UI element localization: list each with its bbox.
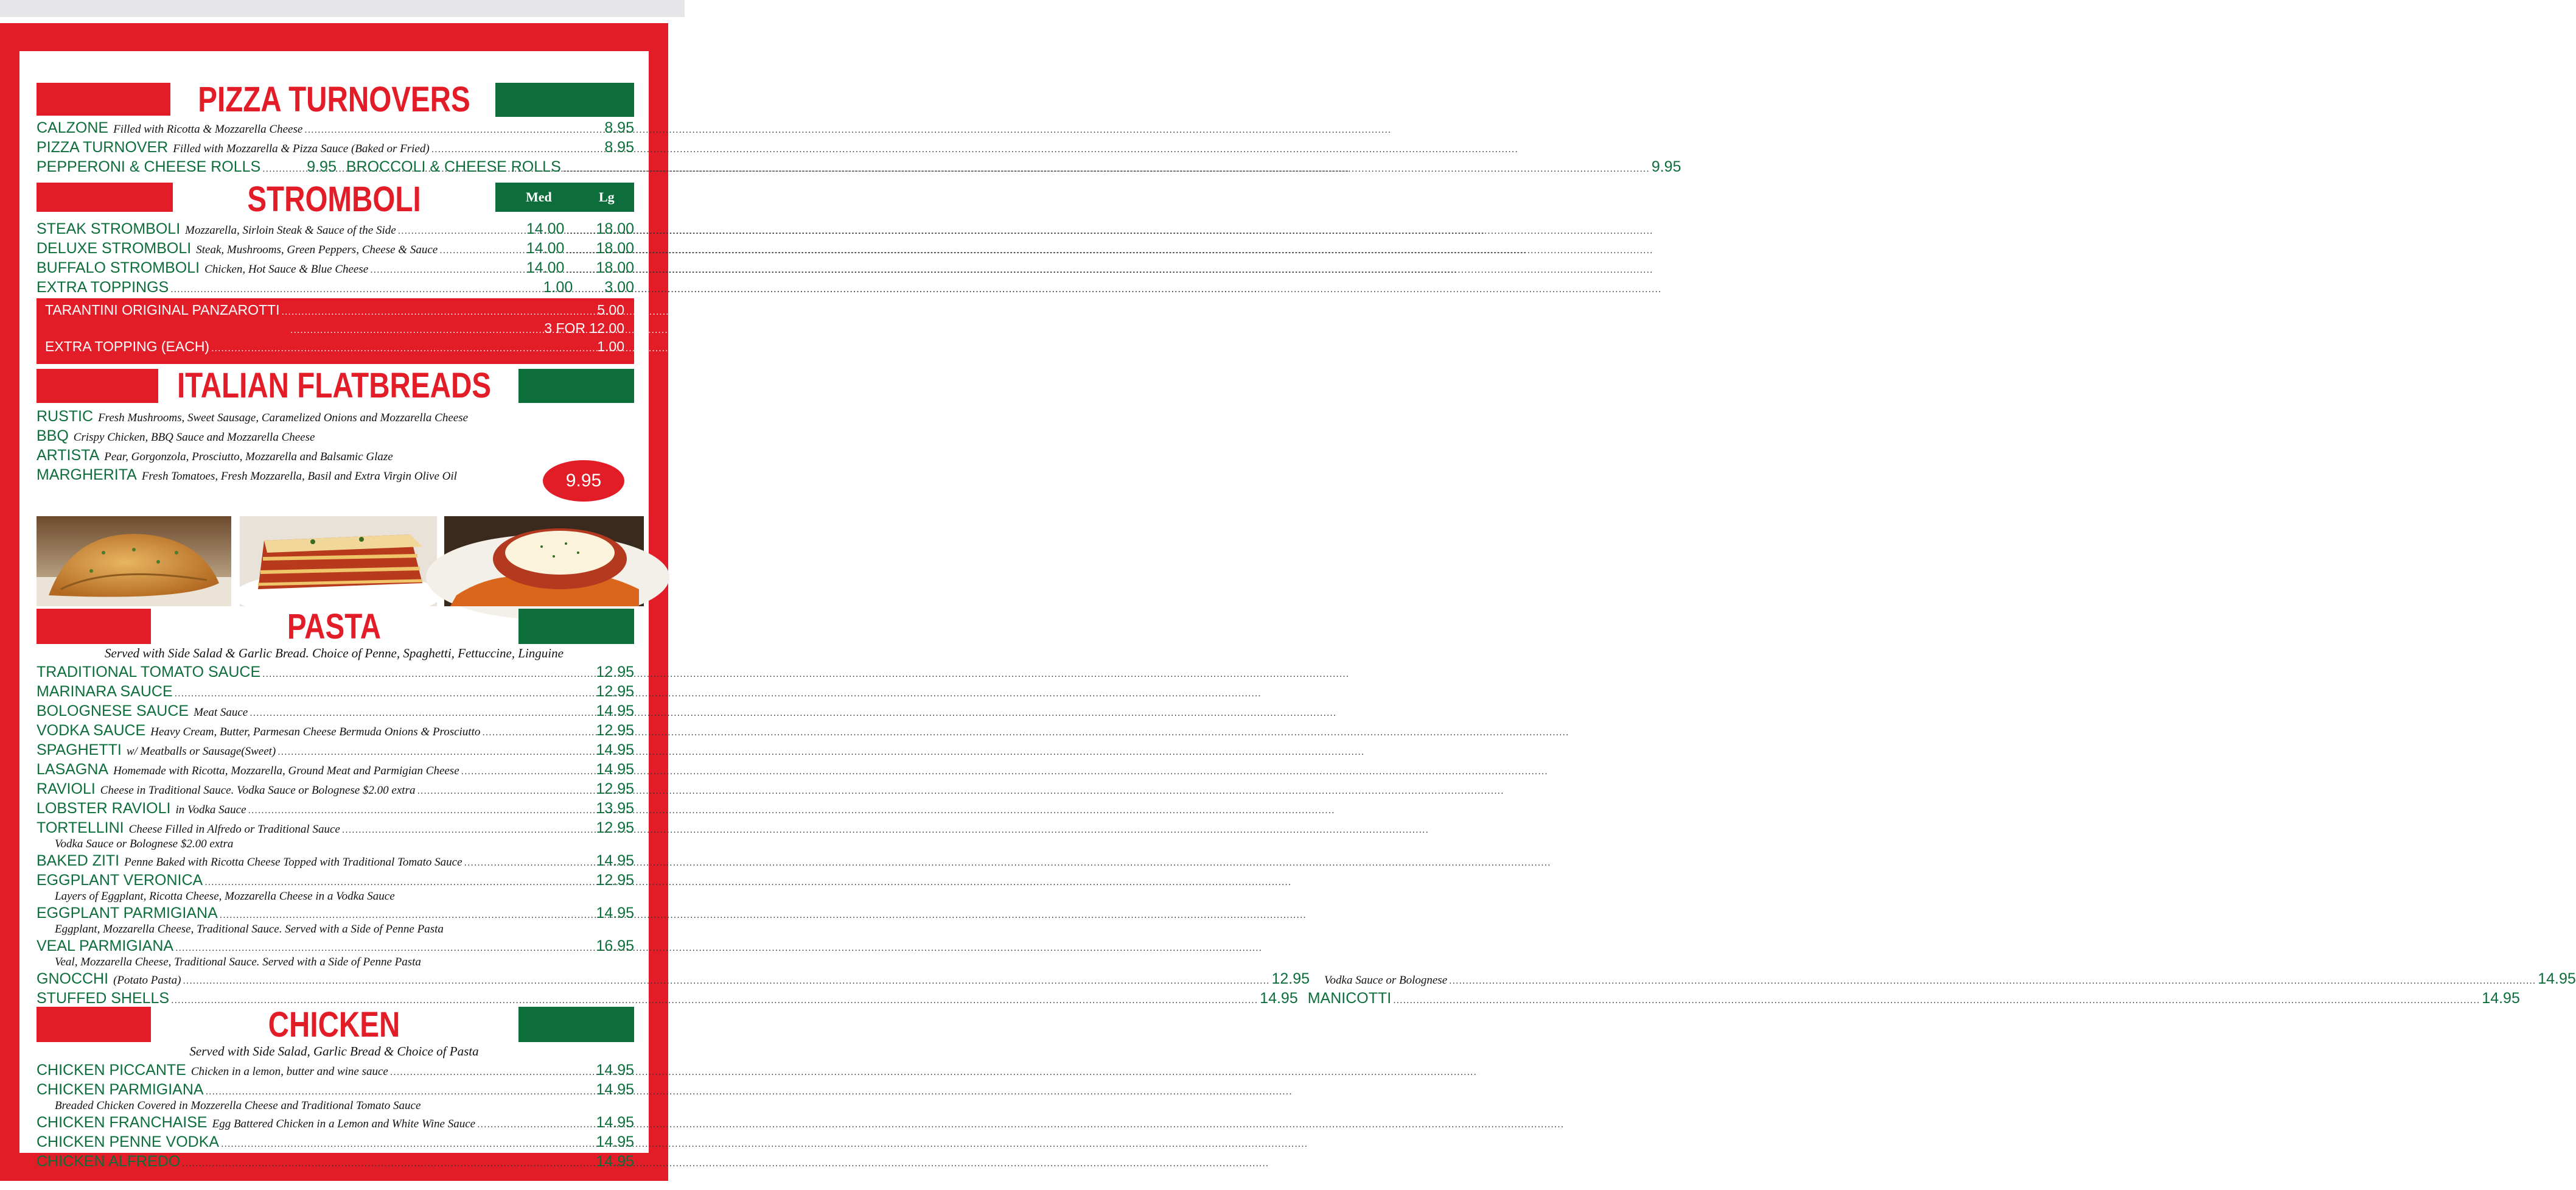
item-description: Crispy Chicken, BBQ Sauce and Mozzarella Cheese — [73, 431, 315, 444]
item-name: SPAGHETTI — [37, 741, 122, 758]
menu-row — [37, 1060, 634, 1080]
top-status-strip — [0, 0, 685, 17]
calzone-photo — [37, 516, 231, 606]
item-name: LASAGNA — [37, 761, 109, 778]
section-header — [19, 609, 649, 645]
item-description: Mozzarella, Sirloin Steak & Sauce of the Side — [185, 224, 396, 237]
menu-row — [45, 301, 624, 319]
item-description: Cheese in Traditional Sauce. Vodka Sauce or Bolognese $2.00 extra — [100, 784, 416, 797]
item-name: CHICKEN PICCANTE — [37, 1062, 186, 1079]
item-price: 14.95 — [596, 702, 634, 719]
med-price: 14.00 — [526, 240, 565, 257]
menu-row — [37, 1132, 634, 1152]
section-header — [19, 180, 649, 219]
item-name: ARTISTA — [37, 447, 100, 464]
item-name: EGGPLANT PARMIGIANA — [37, 905, 218, 922]
menu-row — [37, 1080, 634, 1099]
item-price: 9.95 — [307, 158, 337, 175]
item-name: BOLOGNESE SAUCE — [37, 702, 189, 719]
item-name: RAVIOLI — [37, 780, 96, 797]
item-price: 14.95 — [596, 905, 634, 922]
lg-price: 18.00 — [596, 240, 634, 257]
lg-price: 18.00 — [596, 259, 634, 276]
item-name: CHICKEN FRANCHAISE — [37, 1114, 208, 1131]
item-name: MANICOTTI — [1307, 990, 1392, 1007]
menu-row — [37, 701, 634, 721]
menu-row — [37, 219, 634, 239]
section-header — [19, 1007, 649, 1043]
menu-row — [37, 799, 634, 818]
menu-row — [37, 239, 634, 258]
lg-price: 18.00 — [596, 220, 634, 237]
item-price: 8.95 — [604, 139, 634, 156]
item-price: 16.95 — [596, 937, 634, 954]
item-price: 12.95 — [596, 722, 634, 739]
item-price: 8.95 — [604, 119, 634, 136]
item-name: EGGPLANT VERONICA — [37, 872, 203, 889]
item-name: CHICKEN PENNE VODKA — [37, 1133, 220, 1150]
menu-row — [37, 407, 634, 426]
item-description: in Vodka Sauce — [175, 803, 246, 816]
item-description: Filled with Mozzarella & Pizza Sauce (Baked or Fried) — [173, 142, 430, 155]
item-price: 13.95 — [596, 800, 634, 817]
menu-page — [19, 51, 2576, 1170]
menu-row-pair — [37, 969, 2576, 989]
item-price: 5.00 — [597, 302, 624, 318]
item-name: TARANTINI ORIGINAL PANZAROTTI — [45, 302, 280, 318]
leader-dots — [211, 340, 595, 358]
item-description: Cheese Filled in Alfredo or Traditional Sauce — [128, 823, 340, 836]
item-description: Pear, Gorgonzola, Prosciutto, Mozzarella and Balsamic Glaze — [104, 450, 393, 463]
item-name: LOBSTER RAVIOLI — [37, 800, 171, 817]
section-header — [19, 368, 649, 404]
menu-row — [37, 740, 634, 760]
leader-dots — [574, 280, 602, 299]
menu-row — [37, 851, 634, 870]
leader-dots — [1393, 991, 2480, 1010]
item-description: (Potato Pasta) — [113, 974, 181, 987]
item-name: EXTRA TOPPING (EACH) — [45, 338, 210, 354]
menu-row — [37, 446, 634, 465]
item-name: TRADITIONAL TOMATO SAUCE — [37, 663, 261, 681]
leader-dots — [563, 159, 1650, 179]
item-price: 14.95 — [596, 1062, 634, 1079]
item-price: 14.95 — [596, 1133, 634, 1150]
lg-label: Lg — [599, 189, 615, 205]
item-price: 1.00 — [597, 338, 624, 354]
lg-price: 3.00 — [604, 279, 634, 296]
item-description: Fresh Mushrooms, Sweet Sausage, Caramelized Onions and Mozzarella Cheese — [98, 411, 469, 424]
menu-row — [37, 426, 634, 446]
item-sub-description: Breaded Chicken Covered in Mozzerella Cheese and Traditional Tomato Sauce — [55, 1099, 421, 1112]
menu-row — [37, 1152, 634, 1171]
item-price: 14.95 — [2482, 990, 2520, 1007]
item-name: MARGHERITA — [37, 466, 137, 483]
leader-dots — [204, 873, 594, 892]
menu-row — [37, 118, 634, 138]
item-name: STUFFED SHELLS — [37, 990, 170, 1007]
leader-dots — [182, 1154, 594, 1174]
half-column — [1319, 969, 2576, 991]
half-column — [1308, 989, 2520, 1010]
menu-row — [37, 258, 634, 278]
menu-row — [37, 138, 634, 157]
item-description: Steak, Mushrooms, Green Peppers, Cheese & Sauce — [196, 243, 438, 256]
section-header — [19, 82, 649, 118]
section-title: CHICKEN — [268, 1005, 400, 1045]
item-description: Filled with Ricotta & Mozzarella Cheese — [113, 123, 303, 136]
item-description: Heavy Cream, Butter, Parmesan Cheese Bermuda Onions & Prosciutto — [150, 726, 481, 738]
item-name: DELUXE STROMBOLI — [37, 240, 192, 257]
item-description: Homemade with Ricotta, Mozzarella, Ground Meat and Parmigian Cheese — [113, 765, 459, 777]
item-description: Fresh Tomatoes, Fresh Mozzarella, Basil and Extra Virgin Olive Oil — [141, 470, 457, 483]
item-price: 12.95 — [596, 780, 634, 797]
leader-dots — [342, 821, 595, 840]
item-price: 14.95 — [596, 1081, 634, 1098]
item-name: CALZONE — [37, 119, 109, 136]
item-price: 14.95 — [596, 852, 634, 869]
item-price: 9.95 — [1651, 158, 1681, 175]
item-price: 14.95 — [596, 1114, 634, 1131]
menu-row — [45, 337, 624, 355]
item-price: 14.95 — [596, 761, 634, 778]
item-price: 14.95 — [2538, 970, 2576, 987]
menu-row — [37, 1113, 634, 1132]
flatbread-price-badge: 9.95 — [543, 460, 624, 502]
section-pizza-turnovers — [19, 80, 1681, 177]
leader-dots — [262, 159, 305, 179]
item-price: 12.95 — [596, 663, 634, 681]
item-description: Vodka Sauce or Bolognese — [1324, 974, 1448, 987]
item-description: Egg Battered Chicken in a Lemon and White Wine Sauce — [212, 1118, 476, 1130]
item-name: BUFFALO STROMBOLI — [37, 259, 200, 276]
section-title: PASTA — [287, 607, 382, 646]
section-chicken — [19, 1007, 649, 1171]
item-price: 14.95 — [1260, 990, 1298, 1007]
menu-row — [37, 682, 634, 701]
panzarotti-box — [37, 298, 634, 364]
menu-row-pair — [37, 157, 1681, 177]
item-description: Penne Baked with Ricotta Cheese Topped with Traditional Tomato Sauce — [124, 856, 462, 869]
item-description: Chicken in a lemon, butter and wine sauce — [190, 1065, 388, 1078]
item-name: STEAK STROMBOLI — [37, 220, 181, 237]
item-name: PIZZA TURNOVER — [37, 139, 169, 156]
item-description: w/ Meatballs or Sausage(Sweet) — [126, 745, 276, 758]
item-price: 12.95 — [596, 819, 634, 836]
item-name: GNOCCHI — [37, 970, 109, 987]
section-title: ITALIAN FLATBREADS — [176, 366, 492, 405]
menu-row — [37, 818, 634, 838]
item-name: MARINARA SAUCE — [37, 683, 173, 700]
item-name: BROCCOLI & CHEESE ROLLS — [346, 158, 561, 175]
menu-row — [37, 779, 634, 799]
half-column — [37, 969, 1310, 991]
parmigiana-photo — [444, 516, 644, 606]
item-name: BAKED ZITI — [37, 852, 120, 869]
menu-row — [37, 903, 634, 923]
item-price: 14.95 — [596, 1153, 634, 1170]
item-name: BBQ — [37, 427, 69, 444]
section-pasta — [19, 607, 2576, 1008]
item-description: Meat Sauce — [194, 706, 248, 719]
menu-red-frame — [0, 23, 2576, 1181]
menu-row — [37, 721, 634, 740]
item-name: EXTRA TOPPINGS — [37, 279, 169, 296]
item-sub-description: Vodka Sauce or Bolognese $2.00 extra — [55, 838, 234, 850]
item-name: PEPPERONI & CHEESE ROLLS — [37, 158, 261, 175]
item-name: TORTELLINI — [37, 819, 124, 836]
section-title: STROMBOLI — [247, 180, 421, 219]
item-name: RUSTIC — [37, 408, 94, 425]
menu-row — [37, 936, 634, 956]
menu-row — [37, 662, 634, 682]
menu-row — [37, 760, 634, 779]
item-description: Chicken, Hot Sauce & Blue Cheese — [204, 263, 369, 276]
item-price: 12.95 — [596, 872, 634, 889]
item-sub-description: Layers of Eggplant, Ricotta Cheese, Mozzarella Cheese in a Vodka Sauce — [55, 890, 395, 903]
item-price: 14.95 — [596, 741, 634, 758]
med-price: 1.00 — [543, 279, 573, 296]
deal-price: 3 FOR 12.00 — [544, 320, 624, 336]
med-price: 14.00 — [526, 220, 565, 237]
menu-row — [45, 319, 624, 337]
section-subtitle: Served with Side Salad & Garlic Bread. Choice of Penne, Spaghetti, Fettuccine, Linguine — [105, 646, 564, 660]
item-name: VODKA SAUCE — [37, 722, 146, 739]
section-italian-flatbreads — [19, 366, 649, 491]
med-price: 14.00 — [526, 259, 565, 276]
med-label: Med — [526, 189, 552, 205]
leader-dots — [220, 906, 595, 925]
menu-row — [37, 870, 634, 890]
item-name: CHICKEN ALFREDO — [37, 1153, 181, 1170]
item-name: CHICKEN PARMIGIANA — [37, 1081, 204, 1098]
item-price: 12.95 — [1271, 970, 1310, 987]
leader-dots — [206, 1082, 595, 1102]
item-sub-description: Eggplant, Mozzarella Cheese, Traditional Sauce. Served with a Side of Penne Pasta — [55, 923, 444, 936]
section-stromboli — [19, 180, 649, 297]
section-title: PIZZA TURNOVERS — [198, 80, 470, 119]
item-name: VEAL PARMIGIANA — [37, 937, 174, 954]
section-subtitle: Served with Side Salad, Garlic Bread & Choice of Pasta — [189, 1044, 479, 1059]
item-price: 12.95 — [596, 683, 634, 700]
leader-dots — [170, 280, 541, 299]
menu-row — [37, 278, 634, 297]
lasagna-photo — [240, 516, 437, 606]
item-sub-description: Veal, Mozzarella Cheese, Traditional Sauce. Served with a Side of Penne Pasta — [55, 956, 421, 968]
leader-dots — [175, 939, 594, 958]
